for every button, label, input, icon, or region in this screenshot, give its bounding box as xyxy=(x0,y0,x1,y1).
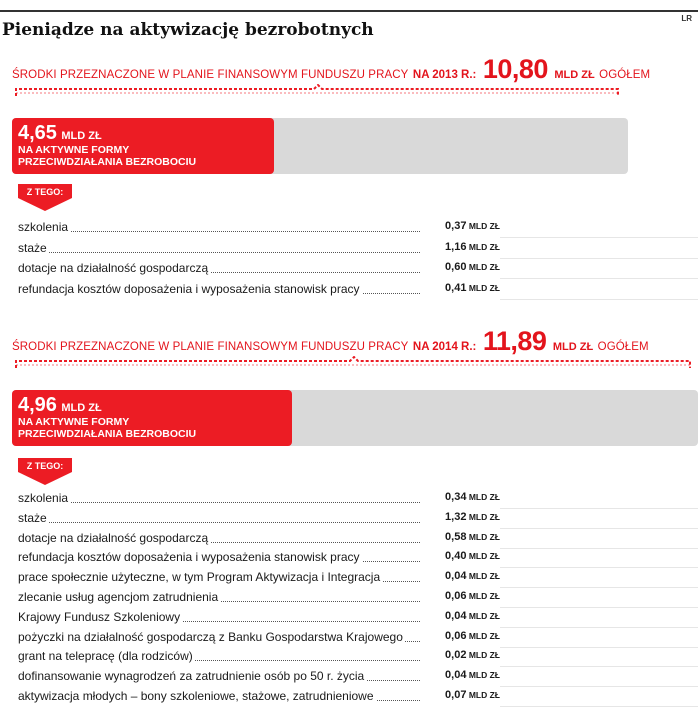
breakdown-row xyxy=(18,667,698,686)
active-desc-2: PRZECIWDZIAŁANIA BEZROBOCIU xyxy=(18,428,197,440)
of-which-label: Z TEGO: xyxy=(26,461,64,471)
value-label: 0,04 MLD ZŁ xyxy=(420,610,500,622)
total-value: 11,89 xyxy=(482,326,547,356)
category-label: Krajowy Fundusz Szkoleniowy xyxy=(18,609,181,624)
leader-dots xyxy=(22,522,442,523)
active-box-2014 xyxy=(12,390,292,446)
breakdown-row xyxy=(18,608,698,627)
category-label: refundacja kosztów doposażenia i wyposażenia stanowisk pracy xyxy=(18,281,360,296)
category-label: staże xyxy=(18,510,47,525)
headline-prefix: ŚRODKI PRZEZNACZONE W PLANIE FINANSOWYM FUNDUSZU PRACY xyxy=(12,69,409,81)
breakdown-row xyxy=(18,568,698,587)
active-box-2013 xyxy=(12,118,274,174)
value-label: 0,37 MLD ZŁ xyxy=(420,220,500,232)
total-suffix: OGÓŁEM xyxy=(599,69,651,81)
category-label: aktywizacja młodych – bony szkoleniowe, stażowe, zatrudnieniowe xyxy=(18,689,374,703)
breakdown-row xyxy=(18,280,698,299)
value-label: 0,06 MLD ZŁ xyxy=(420,630,500,642)
category-label: zlecanie usług agencjom zatrudnienia xyxy=(18,590,219,604)
value-label: 0,04 MLD ZŁ xyxy=(420,570,500,582)
breakdown-row xyxy=(18,529,698,548)
active-desc-2: PRZECIWDZIAŁANIA BEZROBOCIU xyxy=(18,156,197,168)
of-which-arrow-2013 xyxy=(14,184,76,212)
active-desc-1: NA AKTYWNE FORMY xyxy=(18,416,130,428)
breakdown-row xyxy=(18,218,698,237)
value-label: 1,16 MLD ZŁ xyxy=(420,241,500,253)
breakdown-row xyxy=(18,548,698,567)
breakdown-row xyxy=(18,259,698,278)
leader-dots xyxy=(22,231,442,232)
dashed-brace-2014 xyxy=(14,356,694,368)
active-desc-1: NA AKTYWNE FORMY xyxy=(18,144,130,156)
breakdown-row xyxy=(18,687,698,706)
category-label: dotacje na działalność gospodarczą xyxy=(18,530,209,545)
leader-dots xyxy=(22,502,442,503)
leader-dots xyxy=(22,252,442,253)
active-unit: MLD ZŁ xyxy=(61,402,102,414)
headline-year: NA 2013 R.: xyxy=(412,69,477,81)
active-value: 4,96 xyxy=(18,394,57,416)
category-label: staże xyxy=(18,240,47,255)
headline-prefix: ŚRODKI PRZEZNACZONE W PLANIE FINANSOWYM FUNDUSZU PRACY xyxy=(12,341,409,353)
source-label: LR xyxy=(681,14,692,23)
active-value: 4,65 xyxy=(18,122,57,144)
category-label: szkolenia xyxy=(18,491,69,505)
category-label: grant na telepracę (dla rodziców) xyxy=(18,649,193,664)
total-suffix: OGÓŁEM xyxy=(597,341,649,353)
top-rule xyxy=(0,10,698,12)
row-separator xyxy=(500,299,698,300)
category-label: szkolenia xyxy=(18,220,69,234)
value-label: 0,02 MLD ZŁ xyxy=(420,649,500,661)
headline-year: NA 2014 R.: xyxy=(412,341,477,353)
value-label: 0,58 MLD ZŁ xyxy=(420,531,500,543)
total-value: 10,80 xyxy=(482,54,548,84)
headline-2013 xyxy=(12,54,650,82)
category-label: prace społecznie użyteczne, w tym Program Aktywizacja i Integracja xyxy=(18,570,381,585)
headline-2014 xyxy=(12,326,649,354)
dashed-brace-2013 xyxy=(14,84,622,96)
breakdown-row xyxy=(18,489,698,508)
page-title: Pieniądze na aktywizację bezrobotnych xyxy=(2,20,374,40)
of-which-arrow-2014 xyxy=(14,458,76,486)
category-label: dotacje na działalność gospodarczą xyxy=(18,261,209,275)
value-label: 0,40 MLD ZŁ xyxy=(420,550,500,562)
value-label: 1,32 MLD ZŁ xyxy=(420,511,500,523)
value-label: 0,34 MLD ZŁ xyxy=(420,491,500,503)
breakdown-row xyxy=(18,647,698,666)
breakdown-row xyxy=(18,628,698,647)
breakdown-row xyxy=(18,509,698,528)
value-label: 0,41 MLD ZŁ xyxy=(420,282,500,294)
category-label: refundacja kosztów doposażenia i wyposażenia stanowisk pracy xyxy=(18,550,360,565)
of-which-label: Z TEGO: xyxy=(26,187,64,197)
value-label: 0,60 MLD ZŁ xyxy=(420,261,500,273)
total-unit: MLD ZŁ xyxy=(554,69,595,81)
value-label: 0,04 MLD ZŁ xyxy=(420,669,500,681)
category-label: pożyczki na działalność gospodarczą z Banku Gospodarstwa Krajowego xyxy=(18,629,403,644)
row-separator xyxy=(500,706,698,707)
value-label: 0,06 MLD ZŁ xyxy=(420,590,500,602)
active-unit: MLD ZŁ xyxy=(61,130,102,142)
breakdown-row xyxy=(18,239,698,258)
category-label: dofinansowanie wynagrodzeń za zatrudnienie osób po 50 r. życia xyxy=(18,669,365,684)
breakdown-row xyxy=(18,588,698,607)
total-unit: MLD ZŁ xyxy=(552,341,594,353)
value-label: 0,07 MLD ZŁ xyxy=(420,689,500,701)
